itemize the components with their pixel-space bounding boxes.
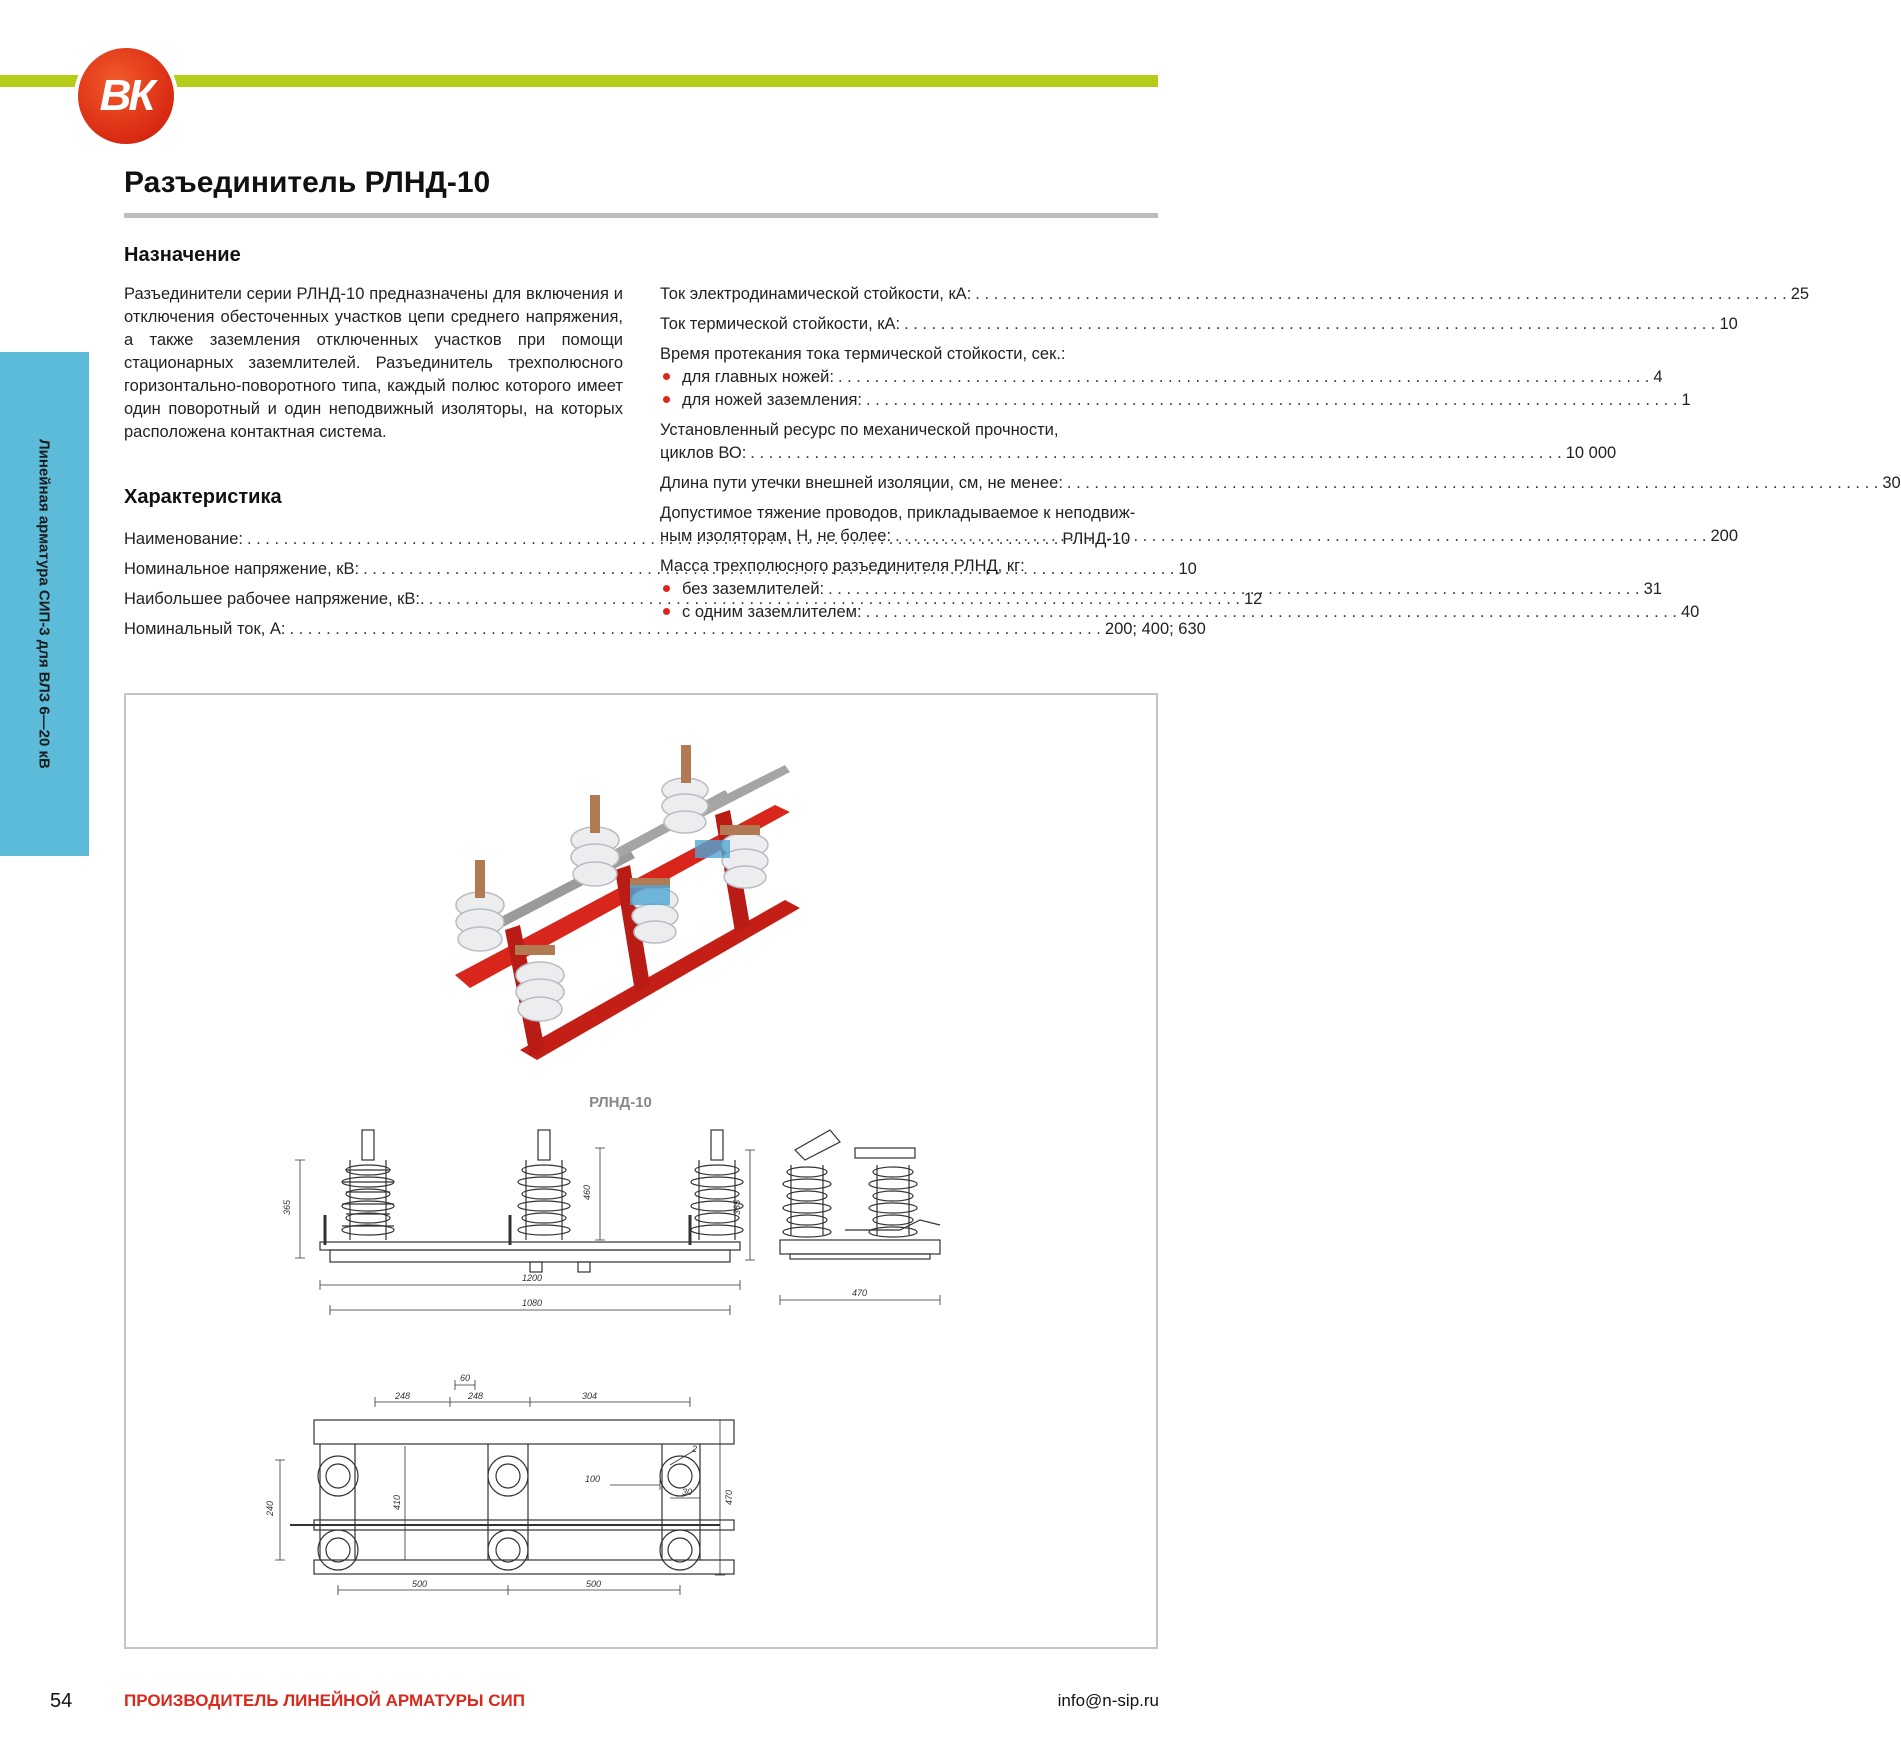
spec-label: Номинальное напряжение, кВ: [124, 560, 360, 578]
dim-label: 100 [585, 1474, 601, 1484]
figure-caption: РЛНД-10 [589, 1094, 652, 1111]
dim-label: 248 [395, 1391, 411, 1401]
spec-group-label: Допустимое тяжение проводов, прикладываемое к неподвиж- [660, 504, 1136, 522]
spec-label: для ножей заземления: [682, 391, 863, 409]
dim-label: 248 [468, 1391, 484, 1401]
spec-label: без заземлителей: [682, 580, 825, 598]
brand-logo [74, 44, 178, 148]
side-tab-label: Линейная арматура СИП-3 для ВЛЗ 6—20 кВ [35, 439, 53, 769]
page-number: 54 [50, 1690, 73, 1712]
dim-label: 500 [586, 1579, 602, 1589]
dim-label: 30 [682, 1487, 693, 1497]
front-view [295, 1130, 743, 1315]
spec-value: 200; 400; 630 [1104, 620, 1206, 638]
dim-label: 2 [692, 1444, 698, 1454]
technical-drawing [265, 1120, 1100, 1625]
spec-label: ным изоляторам, Н, не более: [660, 527, 892, 545]
dim-label: 304 [582, 1391, 598, 1401]
bullet-icon [663, 373, 670, 380]
purpose-text: Разъединители серии РЛНД-10 предназначены для включения и отключения обесточенных участков цепи среднего напряжения, а также заземления отключенных участков при помощи стационарных заземлителей. Разъединитель трехполюсного горизонтально-поворотного типа, каждый полюс которого имеет один поворотный и один неподвижный изоляторы, на которых расположена контактная система. [124, 285, 623, 441]
dim-label: 240 [265, 1500, 275, 1516]
spec-value: 40 [1681, 603, 1700, 621]
spec-row [660, 472, 1901, 495]
spec-group-label: Время протекания тока термической стойкости, сек.: [660, 345, 1066, 363]
logo-text: ВК [78, 48, 174, 144]
spec-value: РЛНД-10 [1062, 530, 1131, 548]
dim-label: 365 [732, 1199, 742, 1215]
spec-value: 31 [1643, 580, 1662, 598]
spec-row [660, 366, 1663, 389]
dim-label: 365 [282, 1199, 292, 1215]
spec-label: Ток термической стойкости, кА: [660, 315, 901, 333]
page-title: Разъединитель РЛНД-10 [124, 166, 491, 199]
purpose-heading: Назначение [124, 244, 241, 266]
spec-row [660, 283, 1810, 306]
spec-label: Ток электродинамической стойкости, кА: [660, 285, 972, 303]
dim-label: 470 [852, 1288, 868, 1298]
spec-value: 10 [1719, 315, 1738, 333]
spec-label: Номинальный ток, А: [124, 620, 286, 638]
title-divider [124, 213, 1158, 218]
dim-label: 410 [392, 1494, 402, 1510]
dim-label: 60 [460, 1373, 471, 1383]
dim-label: 1200 [522, 1273, 543, 1283]
dim-label: 1080 [522, 1298, 543, 1308]
dim-label: 460 [582, 1184, 592, 1200]
spec-row [660, 313, 1738, 336]
spec-row [660, 389, 1691, 412]
bullet-icon [663, 585, 670, 592]
spec-row [660, 601, 1700, 624]
spec-row [660, 525, 1739, 548]
spec-value: 25 [1790, 285, 1810, 303]
product-photo [445, 730, 825, 1085]
spec-value: 4 [1653, 368, 1663, 386]
spec-value: 30 [1882, 474, 1901, 492]
dim-label: 500 [412, 1579, 428, 1589]
spec-value: 10 [1178, 560, 1197, 578]
spec-value: 10 000 [1565, 444, 1617, 462]
spec-label: циклов ВО: [660, 444, 747, 462]
bullet-icon [663, 608, 670, 615]
spec-label: для главных ножей: [682, 368, 834, 386]
section-side-tab [0, 352, 89, 856]
footer-email-link[interactable]: info@n-sip.ru [1057, 1691, 1159, 1710]
spec-value: 1 [1681, 391, 1691, 409]
specs-heading: Характеристика [124, 486, 282, 508]
spec-row [124, 618, 1206, 641]
spec-value: 12 [1243, 590, 1263, 608]
spec-group-label: Масса трехполюсного разъединителя РЛНД, кг: [660, 557, 1025, 575]
top-view [275, 1380, 734, 1595]
spec-group-label: Установленный ресурс по механической прочности, [660, 421, 1059, 439]
spec-row [660, 442, 1617, 465]
footer-tagline: ПРОИЗВОДИТЕЛЬ ЛИНЕЙНОЙ АРМАТУРЫ СИП [124, 1691, 525, 1710]
bullet-icon [663, 396, 670, 403]
spec-label: Наибольшее рабочее напряжение, кВ:. [124, 590, 425, 608]
spec-label: Длина пути утечки внешней изоляции, см, не менее: [660, 474, 1063, 492]
spec-label: Наименование: [124, 530, 243, 548]
dim-label: 470 [724, 1489, 734, 1505]
spec-label: с одним заземлителем: [682, 603, 862, 621]
side-view [745, 1130, 940, 1305]
spec-value: 200 [1710, 527, 1739, 545]
